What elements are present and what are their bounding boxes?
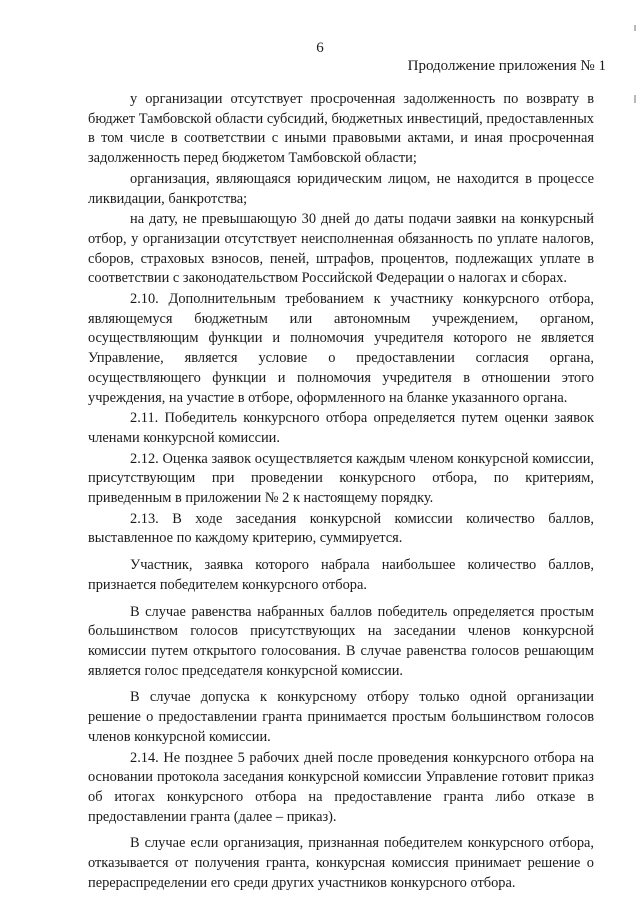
paragraph-tie-vote: В случае равенства набранных баллов победитель определяется простым большинством голосов присутствующих на заседании членов конкурсной комиссии путем открытого голосования. В случае равенства голосов решающим является голос председателя конкурсной комиссии. <box>88 603 594 679</box>
paragraph-2-14: 2.14. Не позднее 5 рабочих дней после проведения конкурсного отбора на основании протокола заседания конкурсной комиссии Управление готовит приказ об итогах конкурсного отбора на предоставление гранта либо отказе в предоставлении гранта (далее – приказ). <box>88 749 594 825</box>
paragraph-debt-condition: у организации отсутствует просроченная задолженность по возврату в бюджет Тамбовской области субсидий, бюджетных инвестиций, предоставленных в том числе в соответствии с иными правовыми актами, и иная просроченная задолженность перед бюджетом Тамбовской области; <box>88 91 594 167</box>
paragraph-winner-refusal: В случае если организация, признанная победителем конкурсного отбора, отказывается от получения гранта, конкурсная комиссия принимает решение о перераспределении его среди других участников конкурсного отбора. <box>88 835 594 891</box>
page-number: 6 <box>316 40 324 56</box>
scan-edge-mark <box>634 25 636 31</box>
paragraph-winner-definition: Участник, заявка которого набрала наибольшее количество баллов, признается победителем конкурсного отбора. <box>88 557 594 593</box>
paragraph-2-13: 2.13. В ходе заседания конкурсной комиссии количество баллов, выставленное по каждому критерию, суммируется. <box>88 510 594 547</box>
appendix-continuation-note: Продолжение приложения № 1 <box>407 58 606 74</box>
paragraph-liquidation-condition: организация, являющаяся юридическим лицом, не находится в процессе ликвидации, банкротства; <box>88 170 594 207</box>
paragraph-tax-condition: на дату, не превышающую 30 дней до даты подачи заявки на конкурсный отбор, у организации отсутствует неисполненная обязанность по уплате налогов, сборов, страховых взносов, пеней, штрафов, процентов, подлежащих уплате в соответствии с законодательством Российской Федерации о налогах и сборах. <box>88 211 594 287</box>
scan-edge-mark <box>634 95 636 103</box>
paragraph-single-organization: В случае допуска к конкурсному отбору только одной организации решение о предоставлении гранта принимается простым большинством голосов членов конкурсной комиссии. <box>88 689 594 745</box>
paragraph-2-12: 2.12. Оценка заявок осуществляется каждым членом конкурсной комиссии, присутствующим при проведении конкурсного отбора, по критериям, приведенным в приложении № 2 к настоящему порядку. <box>88 450 594 507</box>
document-body <box>88 90 594 894</box>
paragraph-2-11: 2.11. Победитель конкурсного отбора определяется путем оценки заявок членами конкурсной комиссии. <box>88 410 594 446</box>
paragraph-2-10: 2.10. Дополнительным требованием к участнику конкурсного отбора, являющемуся бюджетным или автономным учреждением, органом, осуществляющим функции и полномочия учредителя которого не является Управление, является условие о предоставлении согласия органа, осуществляющего функции и полномочия учредителя в отношении этого учреждения, на участие в отборе, оформленного на бланке указанного органа. <box>88 291 594 406</box>
